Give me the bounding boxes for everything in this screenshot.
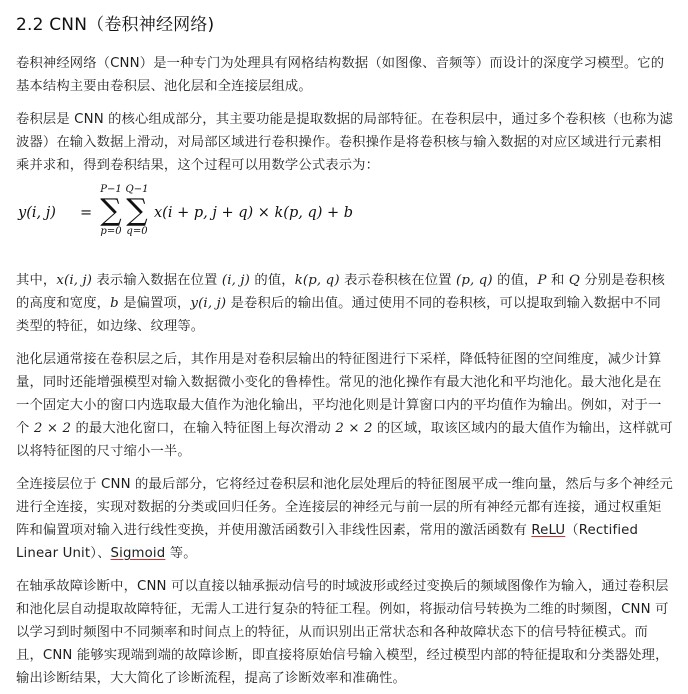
formula-lhs: y(i, j) (18, 205, 56, 221)
sum-p-lower: p=0 (100, 226, 122, 237)
formula-equals: = (80, 205, 93, 221)
math-2x2: 2 × 2 (335, 421, 373, 436)
paragraph-bearing-diagnosis: 在轴承故障诊断中，CNN 可以直接以轴承振动信号的时域波形或经过变换后的频域图像作为输入，通过卷积层和池化层自动提取故障特征，无需人工进行复杂的特征工程。例如，将振动信号转换为二维的时频图，CNN 可以学习到时频图中不同频率和时间点上的特征，从而识别出正常状态和各种故障状态下的信号特征模式。而且，CNN 能够实现端到端的故障诊断，即直接将原始信号输入模型，经过模型内部的特征提取和分类器处理，输出诊断结果，大大简化了诊断流程，提高了诊断效率和准确性。 (16, 579, 669, 686)
math-P: P (537, 273, 547, 288)
paragraph-pooling-layer: 池化层通常接在卷积层之后，其作用是对卷积层输出的特征图进行下采样，降低特征图的空间维度，减少计算量，同时还能增强模型对输入数据微小变化的鲁棒性。常见的池化操作有最大池化和平均池化。最大池化是在一个固定大小的窗口内选取最大值作为池化输出，平均池化则是计算窗口内的平均值作为输出。例如，对于一个 2 × 2 的最大池化窗口，在输入特征图上每次滑动 2 × 2 的区域，取该区域内的最大值作为输出，这样就可以将特征图的尺寸缩小一半。 (16, 352, 673, 459)
math-Q: Q (568, 273, 580, 288)
paragraph-formula-explanation: 其中，x(i, j) 表示输入数据在位置 (i, j) 的值，k(p, q) 表示卷积核在位置 (p, q) 的值，P 和 Q 分别是卷积核的高度和宽度，b 是偏置项，y(i, j) 是卷积后的输出值。通过使用不同的卷积核，可以提取到输入数据中不同类型的特征，如边缘、纹理等。 (16, 273, 665, 334)
math-ij: (i, j) (221, 273, 250, 288)
paragraph-intro: 卷积神经网络（CNN）是一种专门为处理具有网格结构数据（如图像、音频等）而设计的深度学习模型。它的基本结构主要由卷积层、池化层和全连接层组成。 (16, 56, 665, 94)
math-y-ij: y(i, j) (190, 296, 227, 311)
paragraph-conv-layer: 卷积层是 CNN 的核心组成部分，其主要功能是提取数据的局部特征。在卷积层中，通过多个卷积核（也称为滤波器）在输入数据上滑动，对局部区域进行卷积操作。卷积操作是将卷积核与输入数据的对应区域进行元素相乘并求和，得到卷积结果，这个过程可以用数学公式表示为： (16, 112, 673, 173)
math-k-pq: k(p, q) (294, 273, 340, 288)
formula-rhs: x(i + p, j + q) × k(p, q) + b (154, 205, 354, 221)
sum-p-upper: P−1 (100, 184, 122, 195)
sigmoid-term: Sigmoid (110, 546, 166, 561)
math-2x2: 2 × 2 (33, 421, 72, 436)
sigma-symbol: ∑ (126, 193, 148, 228)
sum-over-q (122, 183, 152, 238)
sum-q-upper: Q−1 (125, 184, 149, 195)
math-b: b (110, 296, 119, 311)
sum-q-lower: q=0 (126, 226, 148, 237)
sigma-symbol: ∑ (100, 193, 122, 228)
relu-term: ReLU (531, 523, 566, 538)
paragraph-fully-connected: 全连接层位于 CNN 的最后部分，它将经过卷积层和池化层处理后的特征图展平成一维向量，然后与多个神经元进行全连接，实现对数据的分类或回归任务。全连接层的神经元与前一层的所有神经元都有连接，通过权重矩阵和偏置项对输入进行线性变换，并使用激活函数引入非线性因素，常用的激活函数有 ReLU（Rectified Linear Unit）、Sigmoid 等。 (16, 477, 673, 561)
section-title: 2.2 CNN（卷积神经网络) (16, 15, 215, 35)
math-pq: (p, q) (456, 273, 493, 288)
convolution-formula (16, 183, 674, 253)
math-x-ij: x(i, j) (56, 273, 93, 288)
